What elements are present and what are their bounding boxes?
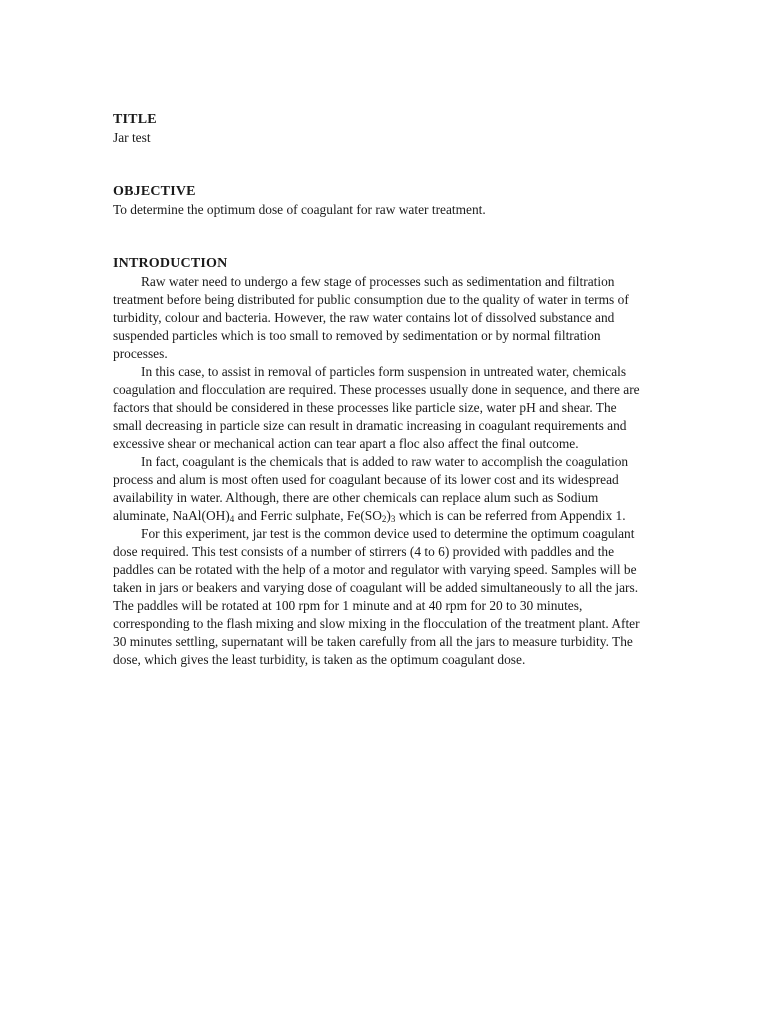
subscript-3: 3 [390, 514, 396, 524]
introduction-paragraph-2: In this case, to assist in removal of particles form suspension in untreated water, chemicals coagulation and flocculation are required. These processes usually done in sequence, and there are factors that should be considered in these processes like particle size, water pH and shear. The small decreasing in particle size can result in dramatic increasing in coagulant requirements and excessive shear or mechanical action can tear apart a floc also affect the final outcome. [113, 364, 640, 451]
objective-text: To determine the optimum dose of coagulant for raw water treatment. [113, 202, 486, 217]
introduction-section [113, 255, 648, 669]
subscript-2: 2 [381, 514, 387, 524]
paragraph-3-text-b: and Ferric sulphate, Fe(SO [234, 508, 382, 523]
objective-heading: OBJECTIVE [113, 184, 196, 199]
paragraph-3-text-a: In fact, coagulant is the chemicals that is added to raw water to accomplish the coagulation process and alum is most often used for coagulant because of its lower cost and its widespread availability in water. Although, there are other chemicals can replace alum such as Sodium aluminate, NaAl(OH) [113, 454, 629, 523]
subscript-4: 4 [229, 514, 235, 524]
objective-section [113, 183, 648, 219]
paragraph-3-text-c: ) [386, 508, 391, 523]
title-text: Jar test [113, 130, 151, 145]
document-page [113, 111, 648, 669]
title-heading: TITLE [113, 112, 157, 127]
introduction-heading: INTRODUCTION [113, 256, 228, 271]
introduction-paragraph-4: For this experiment, jar test is the common device used to determine the optimum coagulant dose required. This test consists of a number of stirrers (4 to 6) provided with paddles and the paddles can be rotated with the help of a motor and regulator with varying speed. Samples will be taken in jars or beakers and varying dose of coagulant will be added simultaneously to all the jars. The paddles will be rotated at 100 rpm for 1 minute and at 40 rpm for 20 to 30 minutes, corresponding to the flash mixing and slow mixing in the flocculation of the treatment plant. After 30 minutes settling, supernatant will be taken carefully from all the jars to measure turbidity. The dose, which gives the least turbidity, is taken as the optimum coagulant dose. [113, 526, 640, 667]
introduction-paragraph-3 [113, 453, 648, 525]
paragraph-3-text-d: which is can be referred from Appendix 1. [395, 508, 626, 523]
title-section [113, 111, 648, 147]
introduction-paragraph-1: Raw water need to undergo a few stage of processes such as sedimentation and filtration treatment before being distributed for public consumption due to the quality of water in terms of turbidity, colour and bacteria. However, the raw water contains lot of dissolved substance and suspended particles which is too small to removed by sedimentation or by normal filtration processes. [113, 274, 629, 361]
